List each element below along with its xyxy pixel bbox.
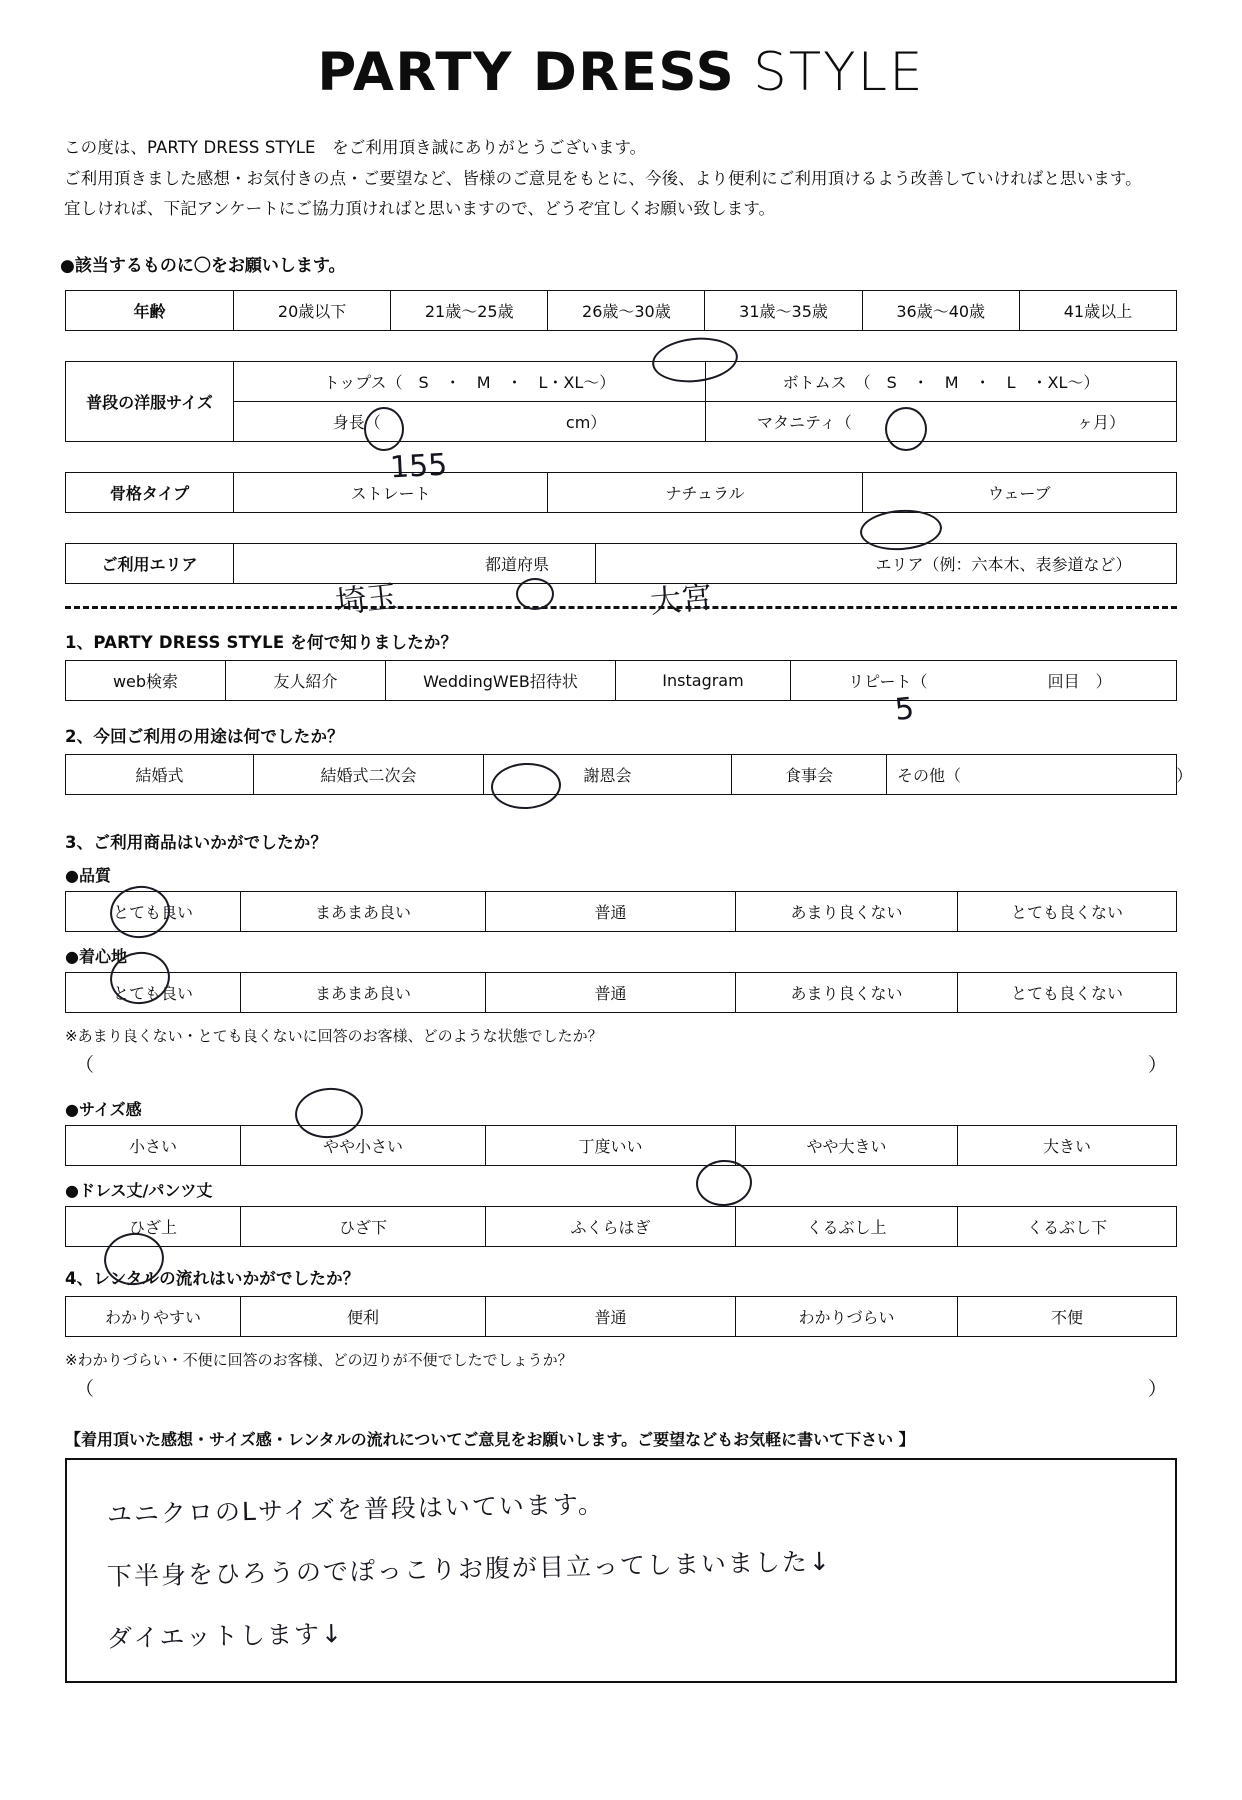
q3-fit-section <box>0 1125 1242 1166</box>
q4-answer-row[interactable] <box>65 1374 1177 1401</box>
instruction-circle-applicable: ●該当するものに〇をお願いします。 <box>60 255 346 276</box>
q4-option-4[interactable]: 不便 <box>958 1296 1177 1336</box>
q4-note: ※わかりづらい・不便に回答のお客様、どの辺りが不便でしたでしょうか？ <box>65 1350 573 1369</box>
comment-line-1: ユニクロのLサイズを普段はいています。 <box>106 1489 606 1529</box>
height-cell[interactable] <box>234 401 706 441</box>
brand-logo <box>0 42 1242 103</box>
fit-option-1[interactable]: やや小さい <box>241 1125 486 1165</box>
q1-repeat-cell[interactable] <box>791 660 1177 700</box>
q4-option-2[interactable]: 普通 <box>486 1296 736 1336</box>
intro-paragraph <box>64 133 1178 225</box>
q3-quality-table <box>65 891 1177 932</box>
survey-page <box>0 42 1242 1800</box>
length-option-0[interactable]: ひざ上 <box>66 1206 241 1246</box>
intro-line-1: この度は、PARTY DRESS STYLE をご利用頂き誠にありがとうございます。 <box>64 138 647 157</box>
length-option-1[interactable]: ひざ下 <box>241 1206 486 1246</box>
clothing-size-label: 普段の洋服サイズ <box>66 361 234 441</box>
body-type-label: 骨格タイプ <box>66 472 234 512</box>
area-table <box>65 543 1177 584</box>
table-row <box>66 972 1177 1012</box>
q3-quality-heading: ●品質 <box>65 865 111 885</box>
height-label: 身長（ <box>332 412 381 432</box>
q2-table <box>65 754 1193 795</box>
comfort-option-0[interactable]: とても良い <box>66 972 241 1012</box>
comfort-option-3[interactable]: あまり良くない <box>736 972 958 1012</box>
maternity-label: マタニティ（ <box>757 412 852 432</box>
table-row <box>66 891 1177 931</box>
q4-title: 4、レンタルの流れはいかがでしたか？ <box>65 1268 360 1288</box>
section-divider <box>65 606 1177 609</box>
bottoms-size-cell[interactable]: ボトムス （ S ・ M ・ L ・XL～） <box>706 361 1177 401</box>
intro-line-3: 宜しければ、下記アンケートにご協力頂ければと思いますので、どうぞ宜しくお願い致します。 <box>64 199 776 219</box>
body-type-option-2[interactable]: ウェーブ <box>862 472 1176 512</box>
area-label: ご利用エリア <box>66 543 234 583</box>
q2-title: 2、今回ご利用の用途は何でしたか？ <box>65 726 344 746</box>
q1-repeat-label-open: リピート（ <box>848 671 928 691</box>
body-type-section <box>0 472 1242 513</box>
q1-option-2[interactable]: WeddingWEB招待状 <box>386 660 616 700</box>
comfort-answer-close: ） <box>1147 1053 1167 1076</box>
table-row <box>66 1296 1177 1336</box>
comment-heading: 【着用頂いた感想・サイズ感・レンタルの流れについてご意見をお願いします。ご要望などもお気軽に書いて下さい 】 <box>65 1429 915 1449</box>
q3-title: 3、ご利用商品はいかがでしたか？ <box>65 832 328 852</box>
q1-repeat-label-close: 回目 ） <box>1047 671 1112 691</box>
age-option-3[interactable]: 31歳～35歳 <box>705 290 862 330</box>
comfort-option-1[interactable]: まあまあ良い <box>241 972 486 1012</box>
q1-option-0[interactable]: web検索 <box>66 660 226 700</box>
comfort-option-4[interactable]: とても良くない <box>958 972 1177 1012</box>
q2-other-close: ） <box>1176 765 1193 785</box>
table-row <box>66 660 1177 700</box>
q4-option-3[interactable]: わかりづらい <box>736 1296 958 1336</box>
age-table <box>65 290 1177 331</box>
brand-name-bold: PARTY DRESS <box>317 42 736 103</box>
q3-quality-section <box>0 891 1242 932</box>
fit-option-3[interactable]: やや大きい <box>736 1125 958 1165</box>
q3-comfort-answer-row[interactable] <box>65 1050 1177 1077</box>
q1-table <box>65 660 1177 701</box>
length-option-4[interactable]: くるぶし下 <box>958 1206 1177 1246</box>
age-section <box>0 290 1242 331</box>
q3-fit-table <box>65 1125 1177 1166</box>
q4-option-0[interactable]: わかりやすい <box>66 1296 241 1336</box>
comfort-answer-open: （ <box>75 1053 95 1076</box>
comment-line-2: 下半身をひろうのでぽっこりお腹が目立ってしまいました↓ <box>106 1546 833 1591</box>
area-example-label: エリア（例：六本木、表参道など） <box>875 554 1132 574</box>
q1-section <box>0 660 1242 701</box>
length-option-2[interactable]: ふくらはぎ <box>486 1206 736 1246</box>
q4-option-1[interactable]: 便利 <box>241 1296 486 1336</box>
q1-option-3[interactable]: Instagram <box>616 660 791 700</box>
age-option-1[interactable]: 21歳～25歳 <box>391 290 548 330</box>
q4-answer-close: ） <box>1147 1377 1167 1400</box>
q4-table <box>65 1296 1177 1337</box>
body-type-option-1[interactable]: ナチュラル <box>548 472 862 512</box>
table-row <box>66 1206 1177 1246</box>
q4-answer-open: （ <box>75 1377 95 1400</box>
age-label: 年齢 <box>66 290 234 330</box>
comment-line-3: ダイエットします↓ <box>106 1618 345 1653</box>
q2-other-label: その他（ <box>897 765 962 785</box>
quality-option-1[interactable]: まあまあ良い <box>241 891 486 931</box>
comfort-option-2[interactable]: 普通 <box>486 972 736 1012</box>
clothing-size-table <box>65 361 1177 442</box>
q3-comfort-section <box>0 972 1242 1013</box>
q3-comfort-note: ※あまり良くない・とても良くないに回答のお客様、どのような状態でしたか？ <box>65 1026 603 1045</box>
q3-length-section <box>0 1206 1242 1247</box>
q3-length-table <box>65 1206 1177 1247</box>
q2-option-0[interactable]: 結婚式 <box>66 754 254 794</box>
q2-option-1[interactable]: 結婚式二次会 <box>254 754 484 794</box>
q2-option-2[interactable]: 謝恩会 <box>484 754 732 794</box>
table-row <box>66 290 1177 330</box>
repeat-count-handwritten-value: 5 <box>893 691 916 728</box>
age-option-4[interactable]: 36歳～40歳 <box>862 290 1019 330</box>
tops-size-cell[interactable]: トップス（ S ・ M ・ L・XL～） <box>234 361 706 401</box>
height-handwritten-value: 155 <box>389 447 449 486</box>
table-row <box>66 1125 1177 1165</box>
clothing-size-section <box>0 361 1242 442</box>
q3-comfort-table <box>65 972 1177 1013</box>
q2-other-cell[interactable] <box>887 754 1193 794</box>
body-type-table <box>65 472 1177 513</box>
body-type-option-0[interactable]: ストレート <box>234 472 548 512</box>
prefecture-handwritten-value: 埼玉 <box>333 578 400 622</box>
q2-option-3[interactable]: 食事会 <box>732 754 887 794</box>
quality-option-2[interactable]: 普通 <box>486 891 736 931</box>
area-section <box>0 543 1242 584</box>
prefecture-label: 都道府県 <box>485 554 550 574</box>
fit-option-4[interactable]: 大きい <box>958 1125 1177 1165</box>
fit-option-2[interactable]: 丁度いい <box>486 1125 736 1165</box>
age-option-2[interactable]: 26歳～30歳 <box>548 290 705 330</box>
age-option-5[interactable]: 41歳以上 <box>1019 290 1176 330</box>
quality-option-4[interactable]: とても良くない <box>958 891 1177 931</box>
area-handwritten-value: 大宮 <box>648 579 714 621</box>
length-option-3[interactable]: くるぶし上 <box>736 1206 958 1246</box>
brand-name-thin: STYLE <box>753 42 925 103</box>
prefecture-cell[interactable] <box>234 543 596 583</box>
quality-option-3[interactable]: あまり良くない <box>736 891 958 931</box>
q1-option-1[interactable]: 友人紹介 <box>226 660 386 700</box>
age-option-0[interactable]: 20歳以下 <box>234 290 391 330</box>
table-row <box>66 361 1177 401</box>
area-value-cell[interactable] <box>596 543 1177 583</box>
maternity-cell[interactable] <box>706 401 1177 441</box>
table-row <box>66 754 1177 794</box>
intro-line-2: ご利用頂きました感想・お気付きの点・ご要望など、皆様のご意見をもとに、今後、より便利にご利用頂けるよう改善していければと思います。 <box>64 168 1142 188</box>
q3-length-heading: ●ドレス丈/パンツ丈 <box>65 1180 213 1200</box>
quality-option-0[interactable]: とても良い <box>66 891 241 931</box>
fit-option-0[interactable]: 小さい <box>66 1125 241 1165</box>
q2-section <box>0 754 1242 795</box>
table-row <box>66 472 1177 512</box>
maternity-unit: ヶ月） <box>1076 412 1125 432</box>
comment-handwriting <box>107 1484 1155 1670</box>
q3-fit-heading: ●サイズ感 <box>65 1099 142 1119</box>
q3-comfort-heading: ●着心地 <box>65 946 127 966</box>
q4-section <box>0 1296 1242 1337</box>
height-unit: cm） <box>565 412 607 432</box>
comment-box[interactable] <box>65 1458 1177 1683</box>
q1-title: 1、PARTY DRESS STYLE を何で知りましたか？ <box>65 632 458 652</box>
table-row <box>66 543 1177 583</box>
